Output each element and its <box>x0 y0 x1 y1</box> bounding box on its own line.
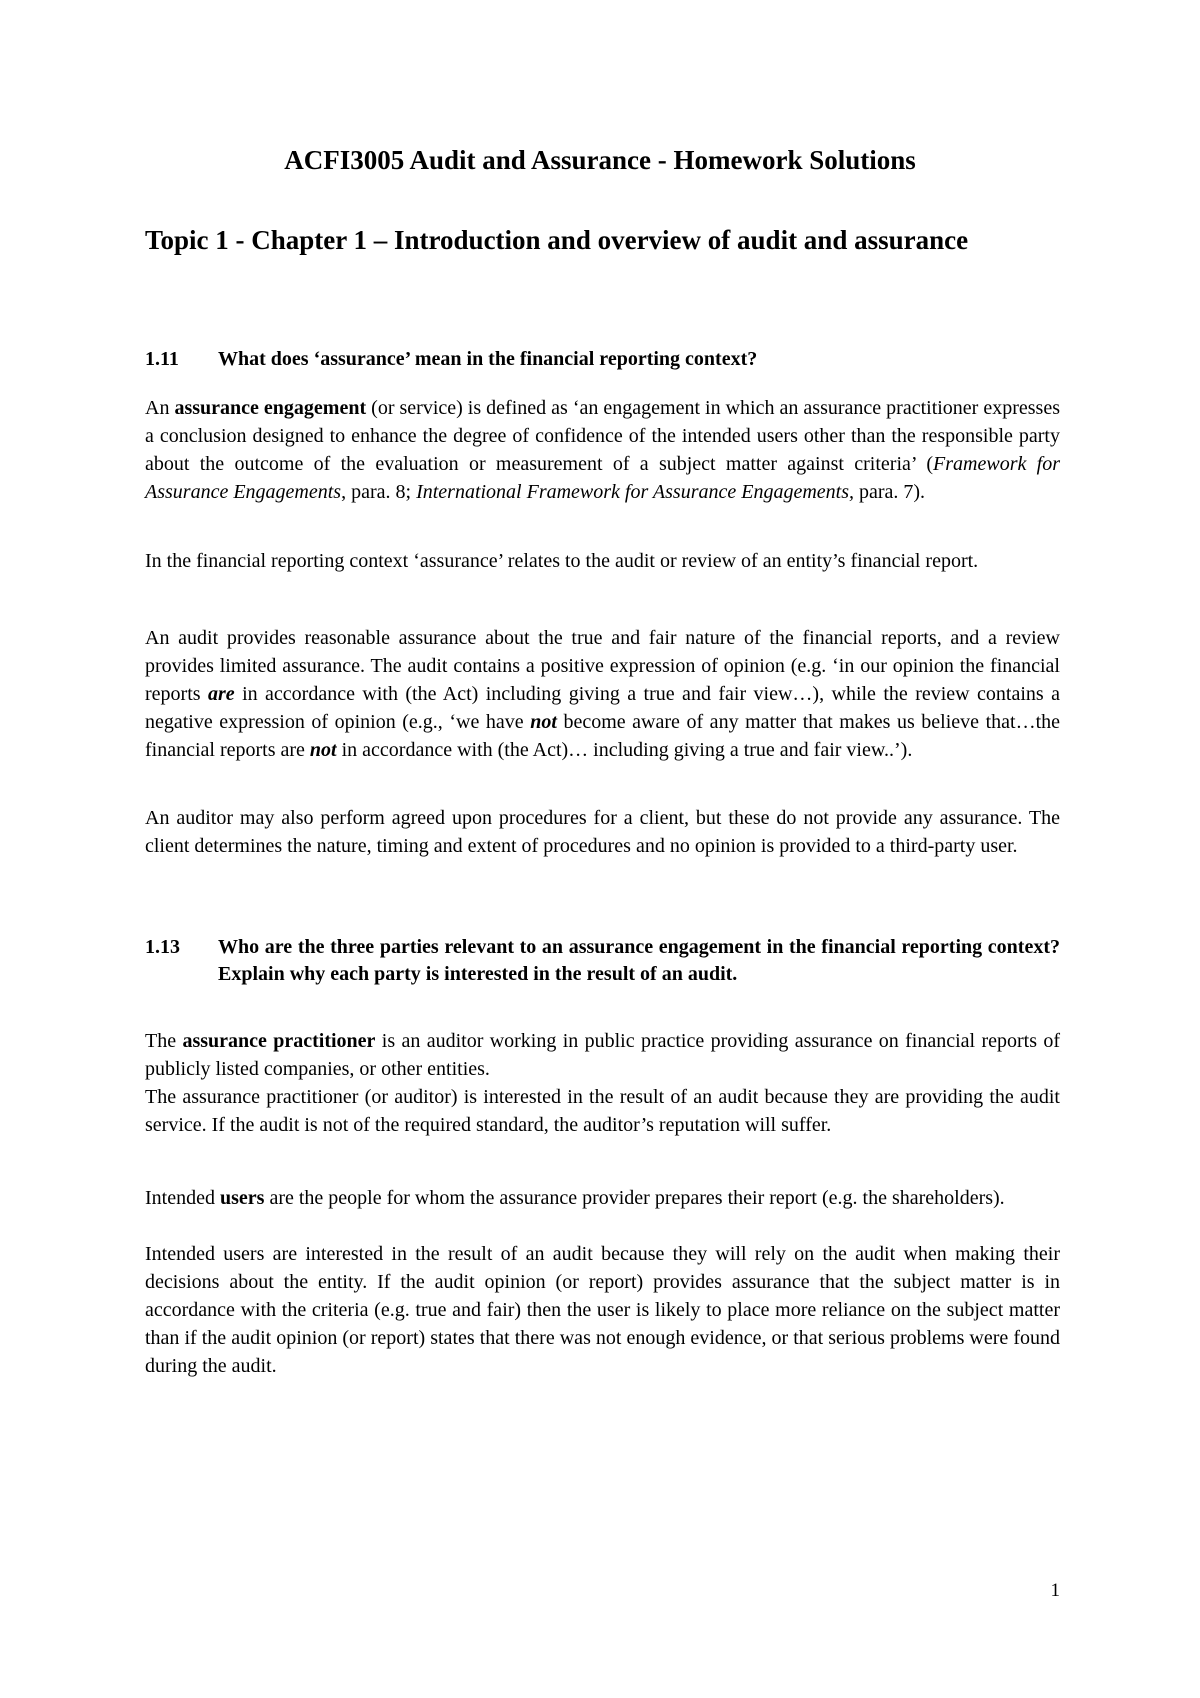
bold-term: users <box>219 1187 265 1209</box>
bold-term: assurance practitioner <box>182 1030 376 1052</box>
question-heading-1-11 <box>145 346 1060 373</box>
topic-heading: Topic 1 - Chapter 1 – Introduction and overview of audit and assurance <box>145 225 969 255</box>
question-text: What does ‘assurance’ mean in the financial reporting context? <box>218 348 758 370</box>
question-heading-1-13 <box>145 934 1060 988</box>
bold-term: assurance engagement <box>174 397 367 419</box>
paragraph-financial-context: In the financial reporting context ‘assurance’ relates to the audit or review of an entity’s financial report. <box>145 550 979 572</box>
paragraph-assurance-definition <box>145 394 1060 506</box>
text-run: The <box>145 1030 183 1052</box>
text-run: become aware of any matter that makes us believe that…the financial reports are <box>145 711 1061 761</box>
emphasis-word: not <box>530 711 557 733</box>
question-text: Who are the three parties relevant to an assurance engagement in the financial reporting context? Explain why each party is interested in the result of an audit. <box>218 936 1060 985</box>
text-run: are the people for whom the assurance provider prepares their report (e.g. the shareholders). <box>264 1187 1005 1209</box>
paragraph-intended-users <box>145 1184 1060 1212</box>
emphasis-word: are <box>207 683 235 705</box>
page-number: 1 <box>1050 1580 1060 1601</box>
text-run: An <box>145 397 175 419</box>
text-run: is an auditor working in public practice providing assurance on financial reports of publicly listed companies, or other entities. <box>145 1030 1060 1080</box>
text-run: , para. 8; <box>341 481 417 503</box>
italic-reference: Framework for Assurance Engagements <box>145 453 1060 503</box>
italic-reference: International Framework for Assurance Engagements, <box>416 481 854 503</box>
paragraph-audit-vs-review <box>145 624 1060 764</box>
emphasis-word: not <box>309 739 337 761</box>
question-number: 1.11 <box>145 348 179 370</box>
paragraph-assurance-practitioner <box>145 1027 1060 1083</box>
text-run: (or service) is defined as ‘an engagement in which an assurance practitioner expresses a conclusion designed to enhance the degree of confidence of the intended users other than the responsible party about the outcome of the evaluation or measurement of a subject matter against criteria’ ( <box>145 397 1061 475</box>
text-run: An audit provides reasonable assurance about the true and fair nature of the financial reports, and a review provides limited assurance. The audit contains a positive expression of opinion (e.g. ‘in our opinion the financial reports <box>145 627 1060 705</box>
paragraph-practitioner-interest: The assurance practitioner (or auditor) is interested in the result of an audit because they are providing the audit service. If the audit is not of the required standard, the auditor’s reputation will suffer. <box>145 1086 1060 1136</box>
text-run: in accordance with (the Act)… including giving a true and fair view..’). <box>336 739 913 761</box>
document-title: ACFI3005 Audit and Assurance - Homework Solutions <box>284 145 916 175</box>
question-number: 1.13 <box>145 936 180 958</box>
text-run: in accordance with (the Act) including giving a true and fair view…), while the review contains a negative expression of opinion (e.g., ‘we have <box>145 683 1060 733</box>
text-run: para. 7). <box>853 481 926 503</box>
paragraph-users-interest: Intended users are interested in the result of an audit because they will rely on the audit when making their decisions about the entity. If the audit opinion (or report) provides assurance that the subject matter is in accordance with the criteria (e.g. true and fair) then the user is likely to place more reliance on the subject matter than if the audit opinion (or report) states that there was not enough evidence, or that serious problems were found during the audit. <box>145 1243 1060 1377</box>
text-run: Intended <box>145 1187 220 1209</box>
paragraph-agreed-upon-procedures: An auditor may also perform agreed upon procedures for a client, but these do not provide any assurance. The client determines the nature, timing and extent of procedures and no opinion is provided to a third-party user. <box>145 807 1060 857</box>
